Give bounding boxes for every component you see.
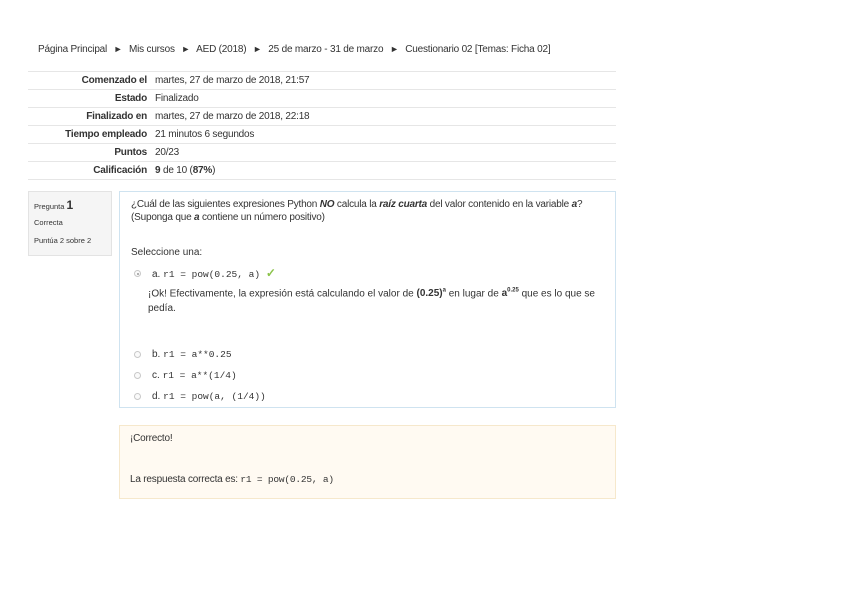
summary-value: martes, 27 de marzo de 2018, 22:18: [155, 111, 310, 122]
question-state: Correcta: [34, 218, 63, 227]
summary-value: Finalizado: [155, 93, 199, 104]
summary-label: Puntos: [114, 147, 147, 158]
question-number: 1: [66, 198, 74, 212]
radio-option-a[interactable]: [134, 270, 141, 277]
option-letter: c.: [152, 370, 160, 382]
qtext-part: ? (Suponga que: [131, 199, 583, 223]
answer-options: [131, 267, 604, 411]
summary-label: Estado: [114, 93, 147, 104]
qtext-part: calcula la: [334, 199, 380, 210]
right-answer-code: r1 = pow(0.25, a): [240, 474, 334, 485]
option-label: [152, 390, 266, 403]
question-text: [131, 198, 604, 224]
question-formulation: [119, 191, 616, 408]
right-answer-label: La respuesta correcta es:: [130, 474, 241, 485]
breadcrumb-quiz[interactable]: Cuestionario 02 [Temas: Ficha 02]: [405, 44, 551, 55]
summary-row: [28, 144, 616, 162]
feedback-base-text: (0.25): [416, 288, 443, 300]
radio-option-b[interactable]: [134, 351, 141, 358]
qtext-var: a: [571, 199, 577, 210]
feedback-text: ¡Ok! Efectivamente, la expresión está calculando el valor de: [148, 288, 417, 300]
breadcrumb: [38, 44, 550, 55]
option-label: [152, 369, 237, 382]
feedback-exp2: 0.25: [507, 288, 519, 294]
option-letter: b.: [152, 349, 161, 361]
grade-of: de 10 (: [160, 165, 193, 176]
qtext-part: del valor contenido en la variable: [427, 199, 572, 210]
grade-value: [151, 162, 616, 180]
breadcrumb-home[interactable]: Página Principal: [38, 44, 108, 55]
question-number-line: [34, 196, 106, 214]
right-answer: [130, 474, 605, 485]
breadcrumb-course[interactable]: AED (2018): [196, 44, 247, 55]
summary-row: [28, 126, 616, 144]
grade-score: 9: [155, 165, 161, 176]
option-feedback: [148, 284, 604, 316]
feedback-base2-text: a: [501, 288, 508, 300]
feedback-text: en lugar de: [445, 288, 502, 300]
question-outcome: [119, 425, 616, 499]
feedback-base: [416, 288, 445, 299]
grade-percent: 87%: [192, 165, 213, 176]
breadcrumb-week[interactable]: 25 de marzo - 31 de marzo: [268, 44, 384, 55]
triangle-right-icon: ►: [389, 44, 399, 54]
question-grade: Puntúa 2 sobre 2: [34, 236, 92, 245]
summary-row: [28, 90, 616, 108]
option-code: r1 = a**0.25: [163, 349, 232, 361]
option-code: r1 = a**(1/4): [162, 370, 237, 382]
question-info: [28, 191, 112, 256]
option-letter: a.: [152, 269, 161, 280]
option-c[interactable]: [131, 369, 604, 390]
option-label: [152, 267, 276, 281]
attempt-summary-table: [28, 71, 616, 180]
option-code: r1 = pow(0.25, a): [163, 269, 261, 280]
option-d[interactable]: [131, 390, 604, 411]
summary-row-grade: [28, 162, 616, 180]
qtext-part: ¿Cuál de las siguientes expresiones Python: [131, 199, 320, 210]
outcome-result: ¡Correcto!: [130, 433, 173, 444]
option-code: r1 = pow(a, (1/4)): [163, 391, 266, 403]
qtext-part: contiene un número positivo): [199, 212, 325, 223]
answer-prompt: Seleccione una:: [131, 247, 203, 258]
feedback-text: que es lo que se pedía.: [148, 288, 595, 315]
grade-close: ): [212, 165, 216, 176]
feedback-base2: [502, 288, 519, 299]
summary-label: Finalizado en: [86, 111, 147, 122]
summary-label: Comenzado el: [81, 75, 147, 86]
summary-label: Tiempo empleado: [65, 129, 147, 140]
triangle-right-icon: ►: [113, 44, 123, 54]
qtext-emph-no: NO: [319, 199, 335, 210]
check-icon: ✓: [265, 266, 276, 280]
question-label: Pregunta: [34, 202, 65, 211]
option-a[interactable]: [131, 267, 604, 281]
triangle-right-icon: ►: [252, 44, 262, 54]
breadcrumb-my-courses[interactable]: Mis cursos: [128, 44, 175, 55]
summary-value: 21 minutos 6 segundos: [155, 129, 255, 140]
option-label: [152, 348, 232, 361]
radio-option-d[interactable]: [134, 393, 141, 400]
option-letter: d.: [152, 391, 161, 403]
grade-label: Calificación: [93, 165, 147, 176]
option-b[interactable]: [131, 348, 604, 369]
radio-option-c[interactable]: [134, 372, 141, 379]
triangle-right-icon: ►: [181, 44, 191, 54]
feedback-exp: a: [442, 288, 446, 294]
summary-row: [28, 108, 616, 126]
summary-row: [28, 72, 616, 90]
summary-value: 20/23: [155, 147, 180, 158]
qtext-emph-root: raíz cuarta: [379, 199, 428, 210]
qtext-var: a: [194, 212, 200, 223]
summary-value: martes, 27 de marzo de 2018, 21:57: [155, 75, 310, 86]
